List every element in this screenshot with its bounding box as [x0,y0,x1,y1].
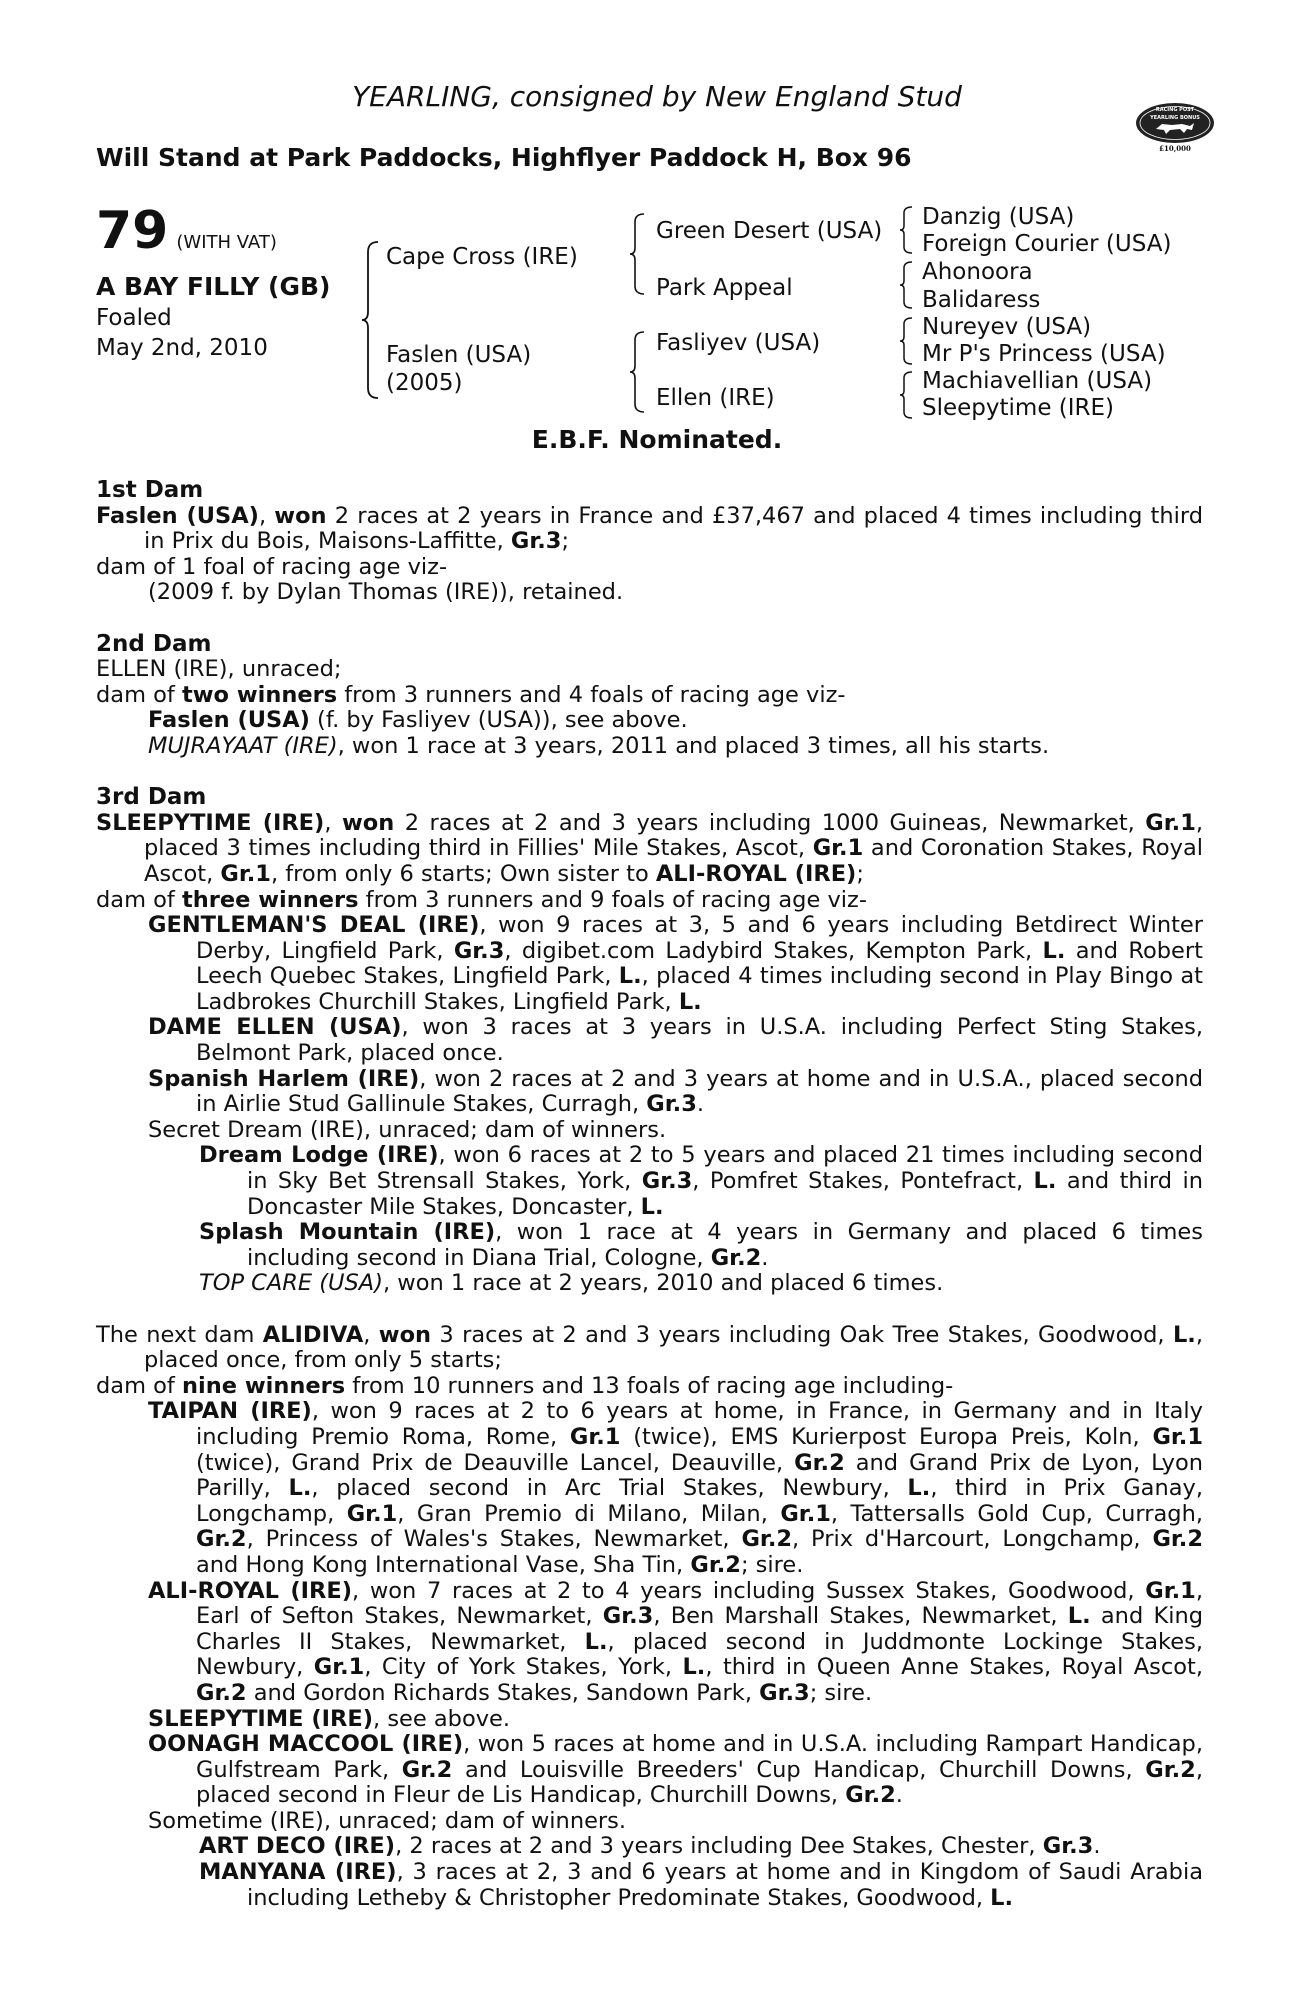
pedigree-dam-sire: Fasliyev (USA) [656,330,821,356]
lot-vat: (WITH VAT) [176,232,277,253]
catalogue-body [96,478,1203,1911]
pedigree-ggp-6: Mr P's Princess (USA) [922,341,1166,367]
pedigree-brace-gs3 [898,316,914,366]
badge-line-1: RACING POST [1155,107,1195,113]
pedigree-brace-dam [628,330,646,414]
pedigree-ggp-8: Sleepytime (IRE) [922,395,1115,421]
foaled-date: May 2nd, 2010 [96,335,268,361]
third-dam-grandfoal: Dream Lodge (IRE), won 6 races at 2 to 5 years and placed 21 times including second in Sky Bet Strensall Stakes, York, Gr.3, Pomfret Stakes, Pontefract, L. and third in Doncaster Mile Stakes, Doncaster, L. [199,1142,1204,1220]
foaled-info [96,303,268,363]
third-dam-foal: DAME ELLEN (USA), won 3 races at 3 years in U.S.A. including Perfect Sting Stakes, Belmont Park, placed once. [148,1014,1203,1067]
pedigree-ggp-1: Danzig (USA) [922,204,1075,230]
third-dam-foal: GENTLEMAN'S DEAL (IRE), won 9 races at 3, 5 and 6 years including Betdirect Winter Derby, Lingfield Park, Gr.3, digibet.com Ladybird Stakes, Kempton Park, L. and Robert Leech Quebec Stakes, Lingfield Park, L., placed 4 times including second in Play Bingo at Ladbrokes Churchill Stakes, Lingfield Park, L. [148,912,1203,1015]
third-dam-produce: dam of three winners from 3 runners and 9 foals of racing age viz- [96,886,867,913]
third-dam-record: SLEEPYTIME (IRE), won 2 races at 2 and 3 years including 1000 Guineas, Newmarket, Gr.1, placed 3 times including third in Fillies' Mile Stakes, Ascot, Gr.1 and Coronation Stakes, Royal Ascot, Gr.1, from only 6 starts; Own sister to ALI-ROYAL (IRE); [96,809,1204,887]
pedigree-ggp-2: Foreign Courier (USA) [922,231,1172,257]
pedigree-ggp-3: Ahonoora [922,259,1033,285]
record-text: ; [561,528,570,555]
pedigree-dam-year: (2005) [386,370,463,396]
pedigree-sire-dam: Park Appeal [656,275,793,301]
next-dam-foal: Sometime (IRE), unraced; dam of winners. [148,1807,627,1834]
second-dam-foal: MUJRAYAAT (IRE), won 1 race at 3 years, 2011 and placed 3 times, all his starts. [148,732,1050,759]
pedigree-brace-sire [628,212,646,296]
second-dam-foal: Faslen (USA) (f. by Fasliyev (USA)), see above. [148,707,688,734]
yearling-bonus-badge-icon [1132,96,1218,154]
third-dam-foal: Secret Dream (IRE), unraced; dam of winners. [148,1116,667,1143]
pedigree-sire-sire: Green Desert (USA) [656,218,883,244]
grade-label: Gr.3 [510,528,562,555]
lot-description: A BAY FILLY (GB) [96,272,331,301]
pedigree-brace-main [360,240,380,400]
second-dam-produce: dam of two winners from 3 runners and 4 foals of racing age viz- [96,681,846,708]
third-dam-grandfoal: Splash Mountain (IRE), won 1 race at 4 years in Germany and placed 6 times including second in Diana Trial, Cologne, Gr.2. [199,1219,1203,1271]
won-label: won [274,502,327,529]
pedigree-ggp-4: Balidaress [922,287,1041,313]
stand-location: Will Stand at Park Paddocks, Highflyer Paddock H, Box 96 [96,143,912,172]
next-dam-foal: OONAGH MACCOOL (IRE), won 5 races at home and in U.S.A. including Rampart Handicap, Gulfstream Park, Gr.2 and Louisville Breeders' Cup Handicap, Churchill Downs, Gr.2, placed second in Fleur de Lis Handicap, Churchill Downs, Gr.2. [148,1731,1203,1809]
ebf-nominated: E.B.F. Nominated. [531,425,783,454]
record-text: 2 races at 2 years in France and £37,467 and placed 4 times including third in Prix du Bois, Maisons-Laffitte, [144,502,1204,555]
second-dam-heading: 2nd Dam [96,630,212,657]
first-dam-foal: (2009 f. by Dylan Thomas (IRE)), retained. [148,579,624,606]
first-dam-produce: dam of 1 foal of racing age viz- [96,553,448,580]
third-dam-heading: 3rd Dam [96,784,207,811]
pedigree-dam-dam: Ellen (IRE) [656,385,775,411]
pedigree-dam: Faslen (USA) [386,342,532,368]
first-dam-record: Faslen (USA), won 2 races at 2 years in France and £37,467 and placed 4 times including third in Prix du Bois, Maisons-Laffitte, Gr.3; [96,502,1204,555]
next-dam-foal: SLEEPYTIME (IRE), see above. [148,1705,511,1732]
pedigree-ggp-7: Machiavellian (USA) [922,368,1153,394]
next-dam-foal: TAIPAN (IRE), won 9 races at 2 to 6 years at home, in France, in Germany and in Italy including Premio Roma, Rome, Gr.1 (twice), EMS Kurierpost Europa Preis, Koln, Gr.1 (twice), Grand Prix de Deauville Lancel, Deauville, Gr.2 and Grand Prix de Lyon, Lyon Parilly, L., placed second in Arc Trial Stakes, Newbury, L., third in Prix Ganay, Longchamp, Gr.1, Gran Premio di Milano, Milan, Gr.1, Tattersalls Gold Cup, Curragh, Gr.2, Princess of Wales's Stakes, Newmarket, Gr.2, Prix d'Harcourt, Longchamp, Gr.2 and Hong Kong International Vase, Sha Tin, Gr.2; sire. [148,1398,1203,1578]
second-dam-record: ELLEN (IRE), unraced; [96,656,342,683]
third-dam-foal: Spanish Harlem (IRE), won 2 races at 2 and 3 years at home and in U.S.A., placed second in Airlie Stud Gallinule Stakes, Curragh, Gr.3. [148,1065,1204,1118]
next-dam-grandfoal: ART DECO (IRE), 2 races at 2 and 3 years including Dee Stakes, Chester, Gr.3. [199,1833,1101,1860]
lot-number: 79 [96,201,169,261]
lot-number-block [96,201,277,261]
pedigree-sire: Cape Cross (IRE) [386,244,578,270]
pedigree-brace-gs2 [898,260,914,310]
pedigree-brace-gs1 [898,205,914,255]
badge-line-2: YEARLING BONUS [1150,115,1200,121]
foaled-label: Foaled [96,305,172,331]
next-dam-foal: ALI-ROYAL (IRE), won 7 races at 2 to 4 years including Sussex Stakes, Goodwood, Gr.1, Earl of Sefton Stakes, Newmarket, Gr.3, Ben Marshall Stakes, Newmarket, L. and King Charles II Stakes, Newmarket, L., placed second in Juddmonte Lockinge Stakes, Newbury, Gr.1, City of York Stakes, York, L., third in Queen Anne Stakes, Royal Ascot, Gr.2 and Gordon Richards Stakes, Sandown Park, Gr.3; sire. [148,1577,1204,1706]
next-dam-grandfoal: MANYANA (IRE), 3 races at 2, 3 and 6 years at home and in Kingdom of Saudi Arabia including Letheby & Christopher Predominate Stakes, Goodwood, L. [199,1859,1203,1911]
next-dam-produce: dam of nine winners from 10 runners and 13 foals of racing age including- [96,1372,954,1399]
next-dam-record: The next dam ALIDIVA, won 3 races at 2 and 3 years including Oak Tree Stakes, Goodwood, L., placed once, from only 5 starts; [96,1321,1203,1374]
pedigree-brace-gs4 [898,370,914,420]
page-title: YEARLING, consigned by New England Stud [352,80,962,113]
horse-name: Faslen (USA) [96,502,259,529]
badge-line-3: £10,000 [1159,144,1191,153]
third-dam-grandfoal: TOP CARE (USA), won 1 race at 2 years, 2010 and placed 6 times. [199,1270,944,1297]
pedigree-ggp-5: Nureyev (USA) [922,314,1092,340]
first-dam-heading: 1st Dam [96,477,204,503]
